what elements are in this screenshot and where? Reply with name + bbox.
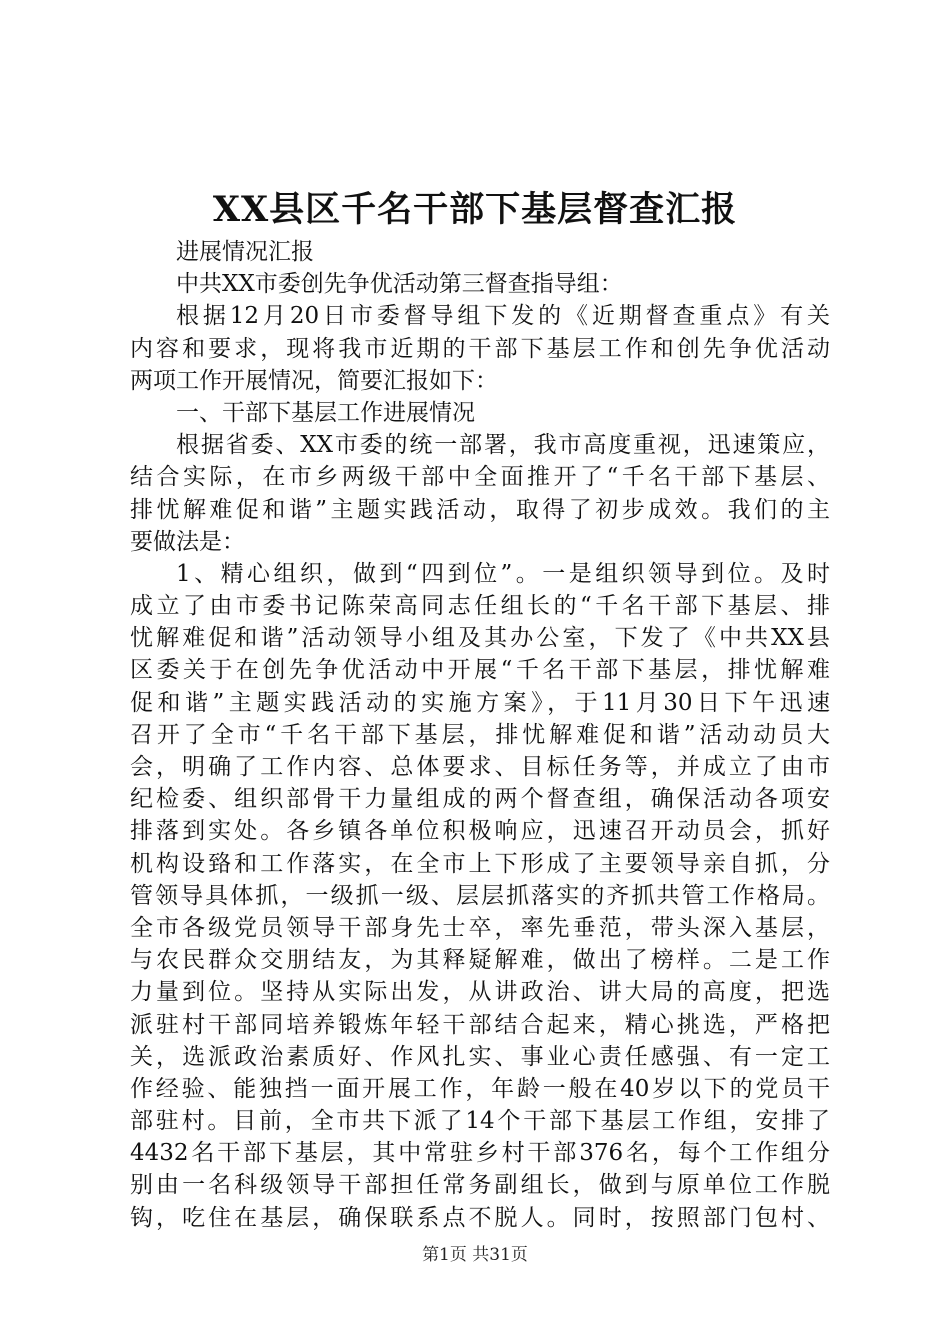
body-line: 内容和要求，现将我市近期的干部下基层工作和创先争优活动 [130,335,830,362]
body-line: 纪检委、组织部骨干力量组成的两个督查组，确保活动各项安 [130,786,830,813]
body-line: 排忧解难促和谐”主题实践活动，取得了初步成效。我们的主 [130,496,830,523]
body-line: 要做法是： [130,528,245,555]
body-line: 区委关于在创先争优活动中开展“千名干部下基层，排忧解难 [130,657,830,684]
body-line: 力量到位。坚持从实际出发，从讲政治、讲大局的高度，把选 [130,979,830,1006]
body-line: 结合实际，在市乡两级干部中全面推开了“千名干部下基层、 [130,464,830,491]
body-line: 会，明确了工作内容、总体要求、目标任务等，并成立了由市 [130,754,830,780]
body-line: 中共XX市委创先争优活动第三督查指导组： [176,271,623,298]
section-heading: 一、干部下基层工作进展情况 [176,399,475,426]
body-line: 促和谐”主题实践活动的实施方案》，于11月30日下午迅速 [130,689,830,716]
body-line: 进展情况汇报 [176,239,314,265]
body-line: 关，选派政治素质好、作风扎实、事业心责任感强、有一定工 [130,1043,830,1070]
body-line: 别由一名科级领导干部担任常务副组长，做到与原单位工作脱 [130,1172,830,1199]
body-line: 机构设臵和工作落实，在全市上下形成了主要领导亲自抓，分 [130,850,830,877]
body-line: 4432名干部下基层，其中常驻乡村干部376名，每个工作组分 [130,1140,830,1167]
page-footer: 第1页 共31页 [422,1245,528,1265]
body-line: 两项工作开展情况，简要汇报如下： [130,367,498,394]
document-body [130,236,830,1234]
body-line: 部驻村。目前，全市共下派了14个干部下基层工作组，安排了 [130,1108,830,1135]
body-line: 召开了全市“千名干部下基层，排忧解难促和谐”活动动员大 [130,721,830,748]
body-line: 1、精心组织，做到“四到位”。一是组织领导到位。及时 [176,560,830,587]
body-line: 根据12月20日市委督导组下发的《近期督查重点》有关 [176,303,830,330]
body-line: 忧解难促和谐”活动领导小组及其办公室，下发了《中共XX县 [130,625,830,652]
body-line: 派驻村干部同培养锻炼年轻干部结合起来，精心挑选，严格把 [130,1011,830,1038]
body-line: 成立了由市委书记陈荣高同志任组长的“千名干部下基层、排 [130,593,830,620]
body-line: 作经验、能独挡一面开展工作，年龄一般在40岁以下的党员干 [130,1075,830,1102]
body-line: 与农民群众交朋结友，为其释疑解难，做出了榜样。二是工作 [130,947,830,974]
body-line: 根据省委、XX市委的统一部署，我市高度重视，迅速策应， [176,432,830,459]
body-line: 管领导具体抓，一级抓一级、层层抓落实的齐抓共管工作格局。 [130,882,830,909]
body-line: 全市各级党员领导干部身先士卒，率先垂范，带头深入基层， [130,914,830,941]
body-line: 排落到实处。各乡镇各单位积极响应，迅速召开动员会，抓好 [130,818,830,845]
document-title: XX县区千名干部下基层督查汇报 [212,189,738,230]
body-line: 钩，吃住在基层，确保联系点不脱人。同时，按照部门包村、 [130,1204,830,1231]
